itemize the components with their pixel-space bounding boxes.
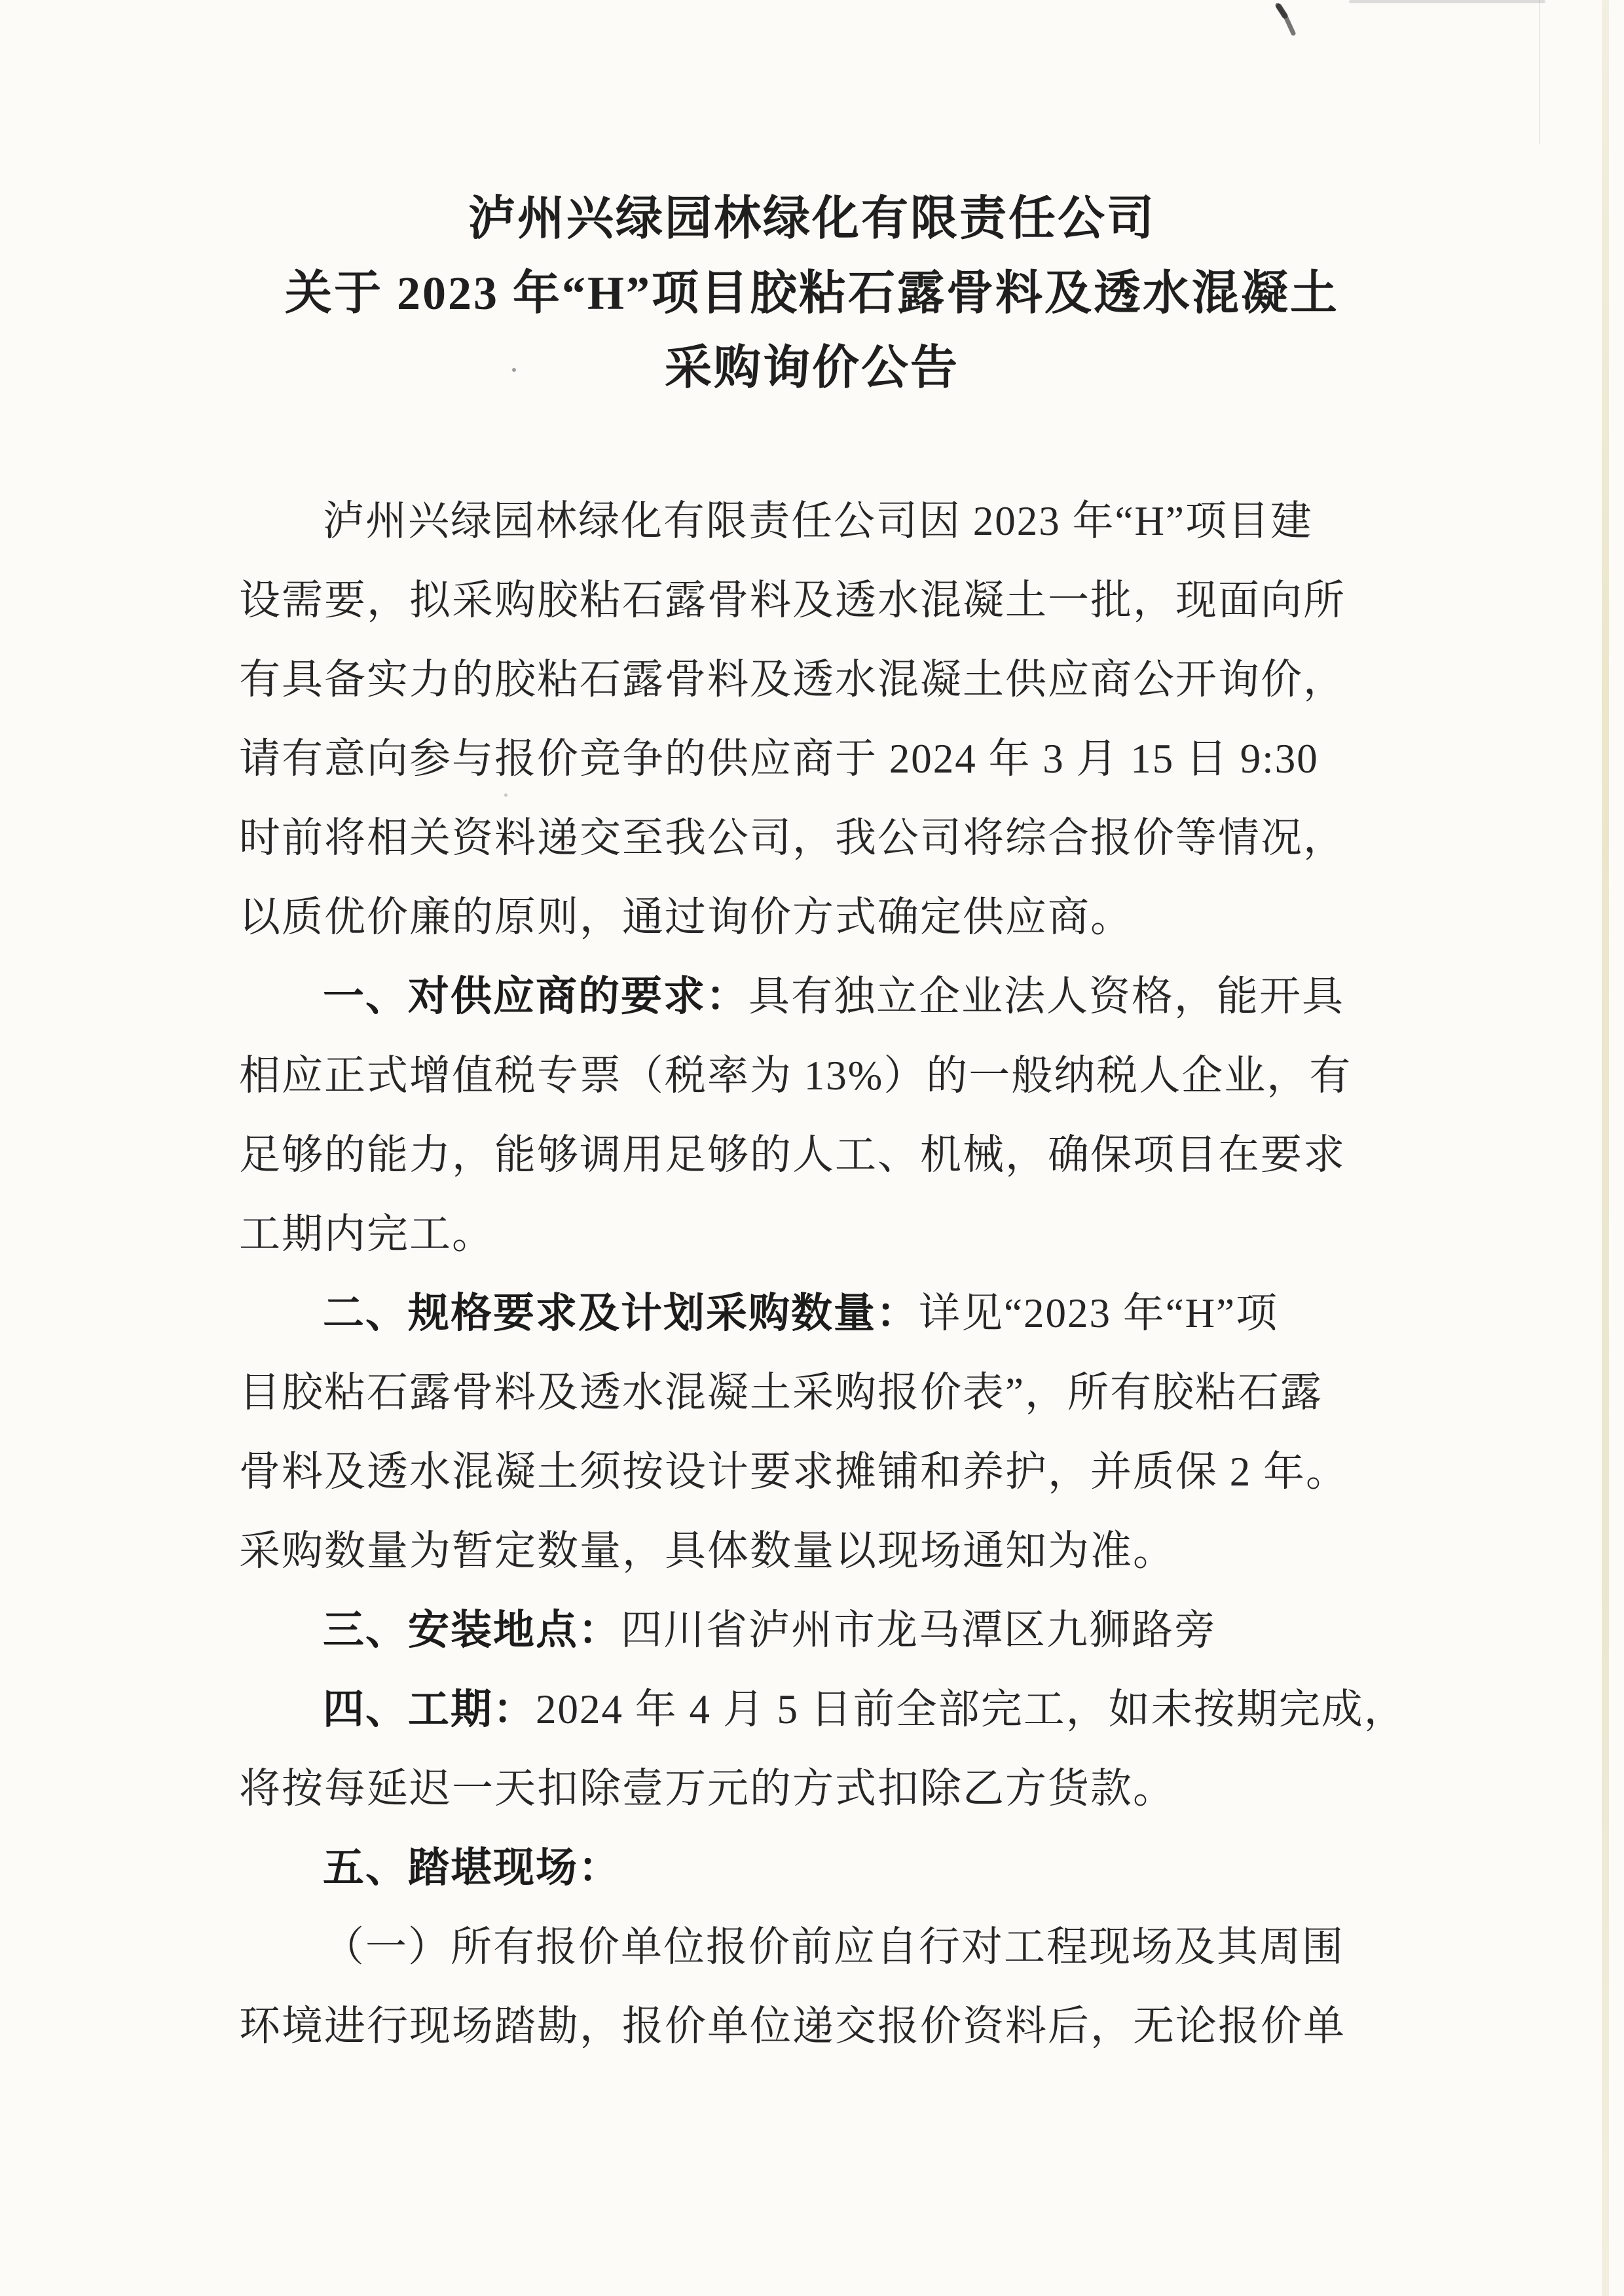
doc-line-section-5 xyxy=(239,1829,1418,1908)
line-text: 时前将相关资料递交至我公司，我公司将综合报价等情况， xyxy=(239,815,1346,861)
line-text: 工期内完工。 xyxy=(239,1211,494,1257)
doc-title-line-type: 采购询价公告 xyxy=(664,342,959,394)
line-text: 骨料及透水混凝土须按设计要求摊铺和养护，并质保 2 年。 xyxy=(239,1449,1348,1495)
doc-line xyxy=(239,1432,1418,1512)
doc-line-section-3 xyxy=(239,1591,1418,1670)
line-text: 环境进行现场踏勘，报价单位递交报价资料后，无论报价单 xyxy=(239,2003,1346,2049)
scan-top-smudge xyxy=(1349,0,1545,3)
doc-title-line-company: 泸州兴绿园林绿化有限责任公司 xyxy=(468,192,1156,245)
doc-line xyxy=(239,1036,1418,1116)
doc-line xyxy=(239,720,1418,799)
line-text: 具有独立企业法人资格，能开具 xyxy=(748,974,1344,1019)
section-3-heading: 三、安装地点： xyxy=(323,1607,621,1653)
doc-line xyxy=(239,1512,1418,1591)
doc-line-section-4 xyxy=(239,1670,1418,1749)
doc-line xyxy=(239,1195,1418,1274)
pen-mark-artifact xyxy=(1273,3,1302,37)
doc-title-line-subject: 关于 2023 年“H”项目胶粘石露骨料及透水混凝土 xyxy=(284,267,1339,319)
line-text: 相应正式增值税专票（税率为 13%）的一般纳税人企业，有 xyxy=(239,1053,1352,1099)
document-body xyxy=(239,482,1418,2066)
doc-line xyxy=(239,640,1418,720)
line-text: 将按每延迟一天扣除壹万元的方式扣除乙方货款。 xyxy=(239,1766,1175,1812)
doc-line-section-2 xyxy=(239,1274,1418,1353)
section-4-heading: 四、工期： xyxy=(323,1686,536,1732)
section-1-heading: 一、对供应商的要求： xyxy=(323,974,748,1019)
line-text: 目胶粘石露骨料及透水混凝土采购报价表”，所有胶粘石露 xyxy=(239,1370,1323,1415)
line-text: 详见“2023 年“H”项 xyxy=(919,1290,1279,1336)
section-5-heading: 五、踏堪现场： xyxy=(323,1845,621,1891)
doc-line xyxy=(239,1353,1418,1432)
line-text: 泸州兴绿园林绿化有限责任公司因 2023 年“H”项目建 xyxy=(323,498,1313,544)
scan-edge-line xyxy=(1539,0,1540,144)
line-text: （一）所有报价单位报价前应自行对工程现场及其周围 xyxy=(323,1924,1344,1970)
line-text: 四川省泸州市龙马潭区九狮路旁 xyxy=(621,1607,1217,1653)
scan-edge-stripe xyxy=(1602,0,1609,2296)
doc-line-subsection-1 xyxy=(239,1908,1418,1987)
line-text: 采购数量为暂定数量，具体数量以现场通知为准。 xyxy=(239,1528,1175,1574)
doc-line xyxy=(239,561,1418,640)
line-text: 设需要，拟采购胶粘石露骨料及透水混凝土一批，现面向所 xyxy=(239,577,1346,623)
line-text: 有具备实力的胶粘石露骨料及透水混凝土供应商公开询价， xyxy=(239,657,1346,702)
line-text: 请有意向参与报价竞争的供应商于 2024 年 3 月 15 日 9:30 xyxy=(239,736,1319,782)
document-title xyxy=(196,181,1428,405)
section-2-heading: 二、规格要求及计划采购数量： xyxy=(323,1290,919,1336)
doc-line xyxy=(239,799,1418,878)
doc-line xyxy=(239,1749,1418,1829)
line-text: 2024 年 4 月 5 日前全部完工，如未按期完成， xyxy=(536,1686,1407,1732)
doc-line xyxy=(239,1116,1418,1195)
line-text: 足够的能力，能够调用足够的人工、机械，确保项目在要求 xyxy=(239,1132,1346,1178)
line-text: 以质优价廉的原则，通过询价方式确定供应商。 xyxy=(239,894,1133,940)
doc-line xyxy=(239,1987,1418,2066)
doc-line xyxy=(239,878,1418,957)
doc-line-section-1 xyxy=(239,957,1418,1036)
doc-line xyxy=(239,482,1418,561)
